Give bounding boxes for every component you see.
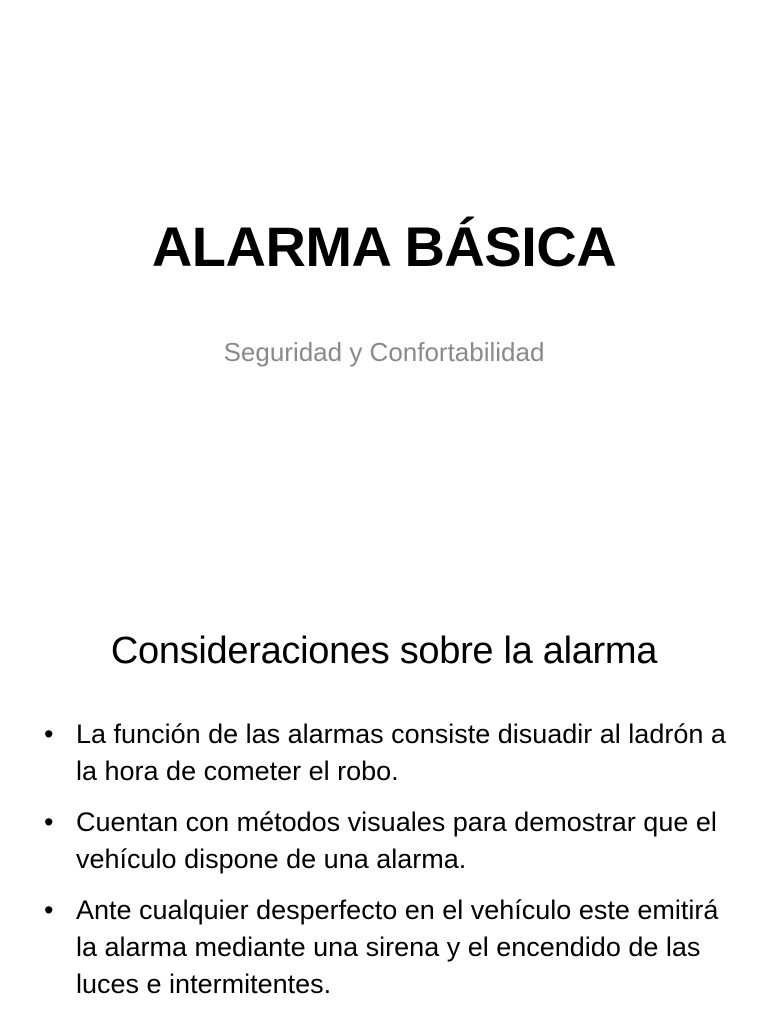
bullet-dot-icon: • bbox=[44, 719, 54, 749]
bullet-text: La función de las alarmas consiste disuadir al ladrón a la hora de cometer el robo. bbox=[76, 719, 726, 786]
content-slide-title: Consideraciones sobre la alarma bbox=[110, 630, 658, 672]
content-slide bbox=[0, 520, 768, 1024]
slide-subtitle: Seguridad y Confortabilidad bbox=[223, 337, 545, 367]
bullet-dot-icon: • bbox=[44, 895, 54, 925]
bullet-item bbox=[44, 804, 734, 878]
bullet-item bbox=[44, 892, 734, 1003]
bullet-list bbox=[44, 716, 734, 1017]
bullet-item bbox=[44, 716, 734, 790]
bullet-dot-icon: • bbox=[44, 807, 54, 837]
bullet-text: Ante cualquier desperfecto en el vehículo este emitirá la alarma mediante una sirena y el encendido de las luces e intermitentes. bbox=[76, 895, 719, 999]
slide-title: ALARMA BÁSICA bbox=[151, 215, 617, 278]
bullet-text: Cuentan con métodos visuales para demostrar que el vehículo dispone de una alarma. bbox=[76, 807, 717, 874]
